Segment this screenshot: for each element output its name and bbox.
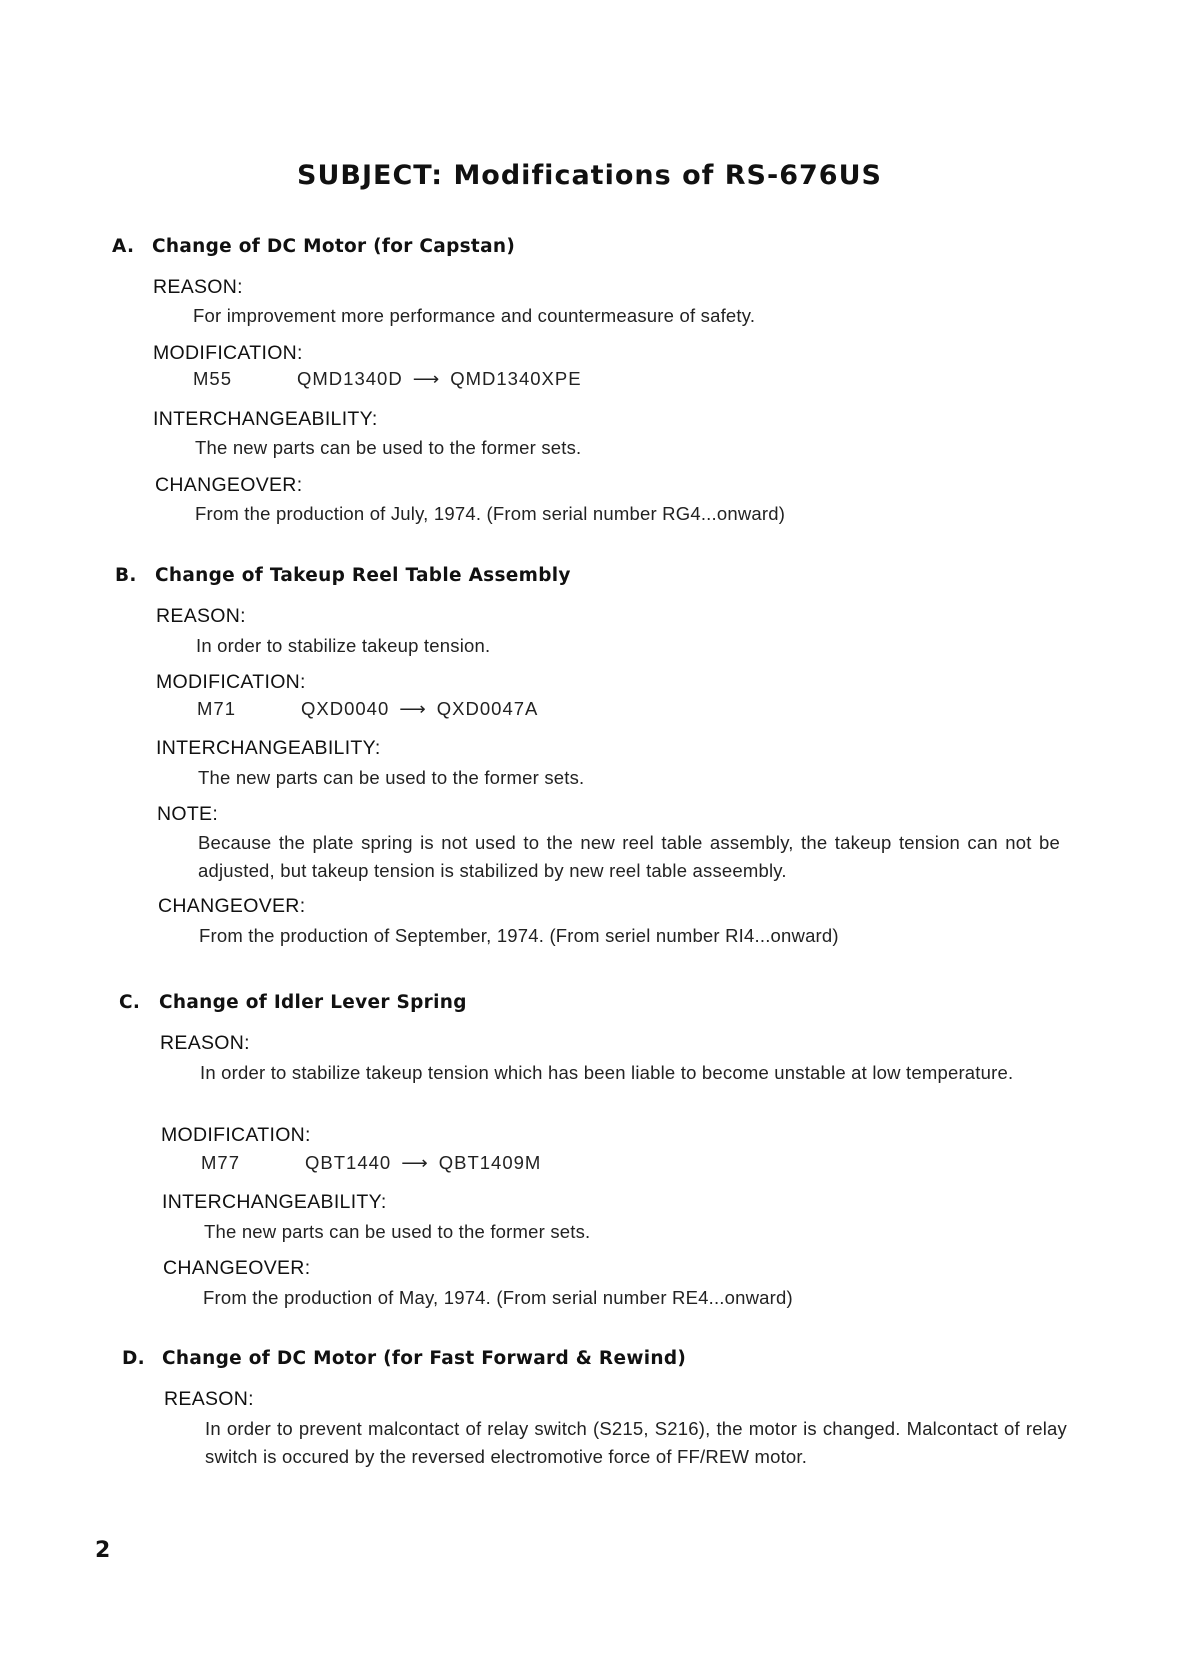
changeover-text: From the production of September, 1974. (From seriel number RI4...onward) xyxy=(199,925,839,946)
changeover-text-block xyxy=(203,1284,793,1312)
interchangeability-text-block xyxy=(204,1218,590,1246)
interchangeability-label: INTERCHANGEABILITY: xyxy=(153,408,378,430)
note-block xyxy=(157,803,218,826)
reason-text-block xyxy=(193,302,755,330)
note-text-block xyxy=(198,829,1060,885)
new-part-number: QBT1409M xyxy=(438,1152,542,1173)
modification-row xyxy=(201,1152,541,1174)
part-ref: M71 xyxy=(197,698,236,719)
changeover-label: CHANGEOVER: xyxy=(163,1257,311,1279)
section-heading xyxy=(115,565,571,586)
changeover-text-block xyxy=(199,922,839,950)
modification-row-block xyxy=(201,1152,541,1174)
reason-block xyxy=(160,1032,250,1055)
reason-label: REASON: xyxy=(164,1388,254,1410)
reason-block xyxy=(156,605,246,628)
reason-text-block xyxy=(196,632,490,660)
reason-text-block xyxy=(205,1415,1067,1471)
arrow-icon: ⟶ xyxy=(401,1152,429,1173)
modification-row-block xyxy=(197,698,538,720)
section-letter: D. xyxy=(122,1348,145,1369)
modification-label: MODIFICATION: xyxy=(161,1124,311,1146)
changeover-text-block xyxy=(195,500,785,528)
reason-block xyxy=(153,276,243,299)
modification-block xyxy=(156,671,306,694)
interchangeability-text-block xyxy=(195,434,581,462)
arrow-icon: ⟶ xyxy=(412,368,441,389)
reason-text: In order to stabilize takeup tension. xyxy=(196,635,491,656)
arrow-icon: ⟶ xyxy=(399,698,427,719)
interchangeability-text: The new parts can be used to the former sets. xyxy=(198,767,585,788)
section-letter: A. xyxy=(112,236,135,257)
reason-label: REASON: xyxy=(160,1032,250,1054)
changeover-label: CHANGEOVER: xyxy=(155,474,303,496)
new-part-number: QXD0047A xyxy=(436,698,539,719)
changeover-label: CHANGEOVER: xyxy=(158,895,306,917)
page-title: SUBJECT: Modifications of RS-676US xyxy=(297,160,882,191)
new-part-number: QMD1340XPE xyxy=(450,368,582,389)
old-part-number: QMD1340D xyxy=(297,368,403,389)
modification-row xyxy=(193,368,582,390)
reason-text: For improvement more performance and countermeasure of safety. xyxy=(193,305,756,326)
modification-label: MODIFICATION: xyxy=(153,342,303,364)
reason-block xyxy=(164,1388,254,1411)
interchangeability-block xyxy=(162,1191,387,1214)
page-number: 2 xyxy=(95,1538,111,1563)
modification-block xyxy=(161,1124,311,1147)
section-heading xyxy=(119,992,467,1013)
part-ref: M55 xyxy=(193,368,232,389)
old-part-number: QXD0040 xyxy=(301,698,390,719)
section-title: Change of Takeup Reel Table Assembly xyxy=(155,565,571,586)
interchangeability-text: The new parts can be used to the former sets. xyxy=(195,437,582,458)
section-heading xyxy=(122,1348,686,1369)
section-heading xyxy=(112,236,515,257)
part-ref: M77 xyxy=(201,1152,240,1173)
interchangeability-label: INTERCHANGEABILITY: xyxy=(162,1191,387,1213)
changeover-block xyxy=(155,474,302,497)
interchangeability-text: The new parts can be used to the former sets. xyxy=(204,1221,591,1242)
section-letter: B. xyxy=(115,565,137,586)
interchangeability-block xyxy=(156,737,381,760)
modification-block xyxy=(153,342,303,365)
old-part-number: QBT1440 xyxy=(305,1152,392,1173)
note-text: Because the plate spring is not used to the new reel table assembly, the takeup tension can not be adjusted, but takeup tension is stabilized by new reel table asseembly. xyxy=(198,832,1060,881)
changeover-block xyxy=(163,1257,310,1280)
section-title: Change of Idler Lever Spring xyxy=(159,992,467,1013)
changeover-block xyxy=(158,895,305,918)
section-letter: C. xyxy=(119,992,141,1013)
section-title: Change of DC Motor (for Capstan) xyxy=(152,236,516,257)
section-title: Change of DC Motor (for Fast Forward & Rewind) xyxy=(162,1348,687,1369)
modification-label: MODIFICATION: xyxy=(156,671,306,693)
interchangeability-text-block xyxy=(198,764,584,792)
reason-text: In order to prevent malcontact of relay switch (S215, S216), the motor is changed. Malcontact of relay switch is occured by the reversed electromotive force of FF/REW motor. xyxy=(205,1418,1067,1467)
changeover-text: From the production of July, 1974. (From serial number RG4...onward) xyxy=(195,503,786,524)
modification-row-block xyxy=(193,368,582,390)
note-label: NOTE: xyxy=(157,803,219,825)
reason-text-block xyxy=(200,1059,1062,1087)
interchangeability-block xyxy=(153,408,378,431)
reason-label: REASON: xyxy=(153,276,243,298)
changeover-text: From the production of May, 1974. (From serial number RE4...onward) xyxy=(203,1287,793,1308)
reason-label: REASON: xyxy=(156,605,246,627)
interchangeability-label: INTERCHANGEABILITY: xyxy=(156,737,381,759)
reason-text: In order to stabilize takeup tension which has been liable to become unstable at low temperature. xyxy=(200,1062,1014,1083)
modification-row xyxy=(197,698,538,720)
